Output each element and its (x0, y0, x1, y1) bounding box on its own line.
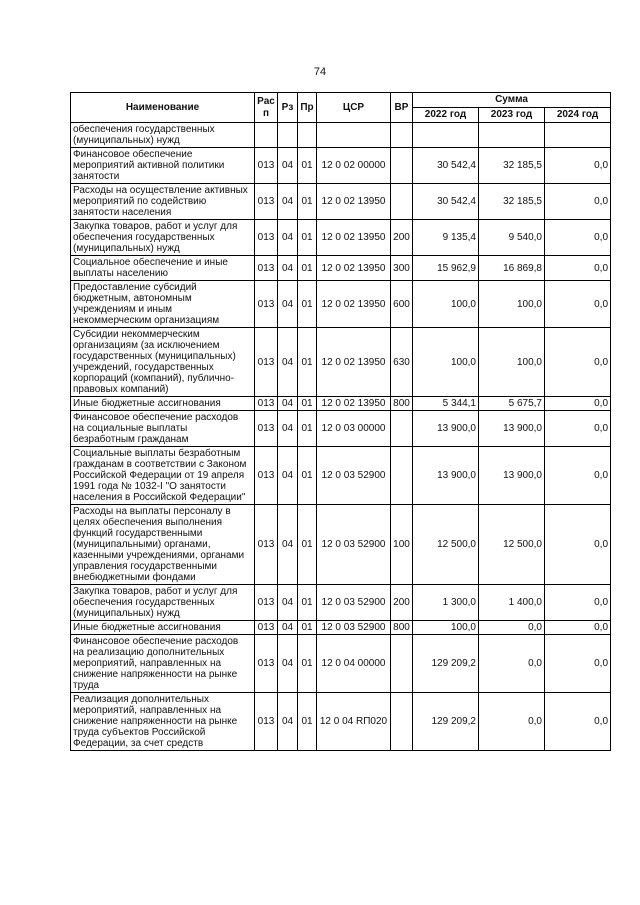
col-header-2024: 2024 год (545, 108, 611, 123)
cell-rz: 04 (278, 281, 298, 328)
table-row (71, 256, 611, 281)
cell-rz: 04 (278, 585, 298, 621)
cell-pr: 01 (298, 184, 317, 220)
cell-rasp (255, 123, 278, 148)
cell-rasp: 013 (255, 635, 278, 693)
cell-y2024: 0,0 (545, 256, 611, 281)
cell-name: Закупка товаров, работ и услуг для обеспечения государственных (муниципальных) нужд (71, 220, 255, 256)
cell-csr (317, 123, 391, 148)
col-header-rasp: Рас п (255, 93, 278, 123)
cell-name: Закупка товаров, работ и услуг для обеспечения государственных (муниципальных) нужд (71, 585, 255, 621)
cell-y2023: 0,0 (479, 693, 545, 751)
cell-name: Финансовое обеспечение мероприятий активной политики занятости (71, 148, 255, 184)
cell-y2024: 0,0 (545, 397, 611, 411)
col-header-vr: ВР (391, 93, 413, 123)
cell-csr: 12 0 02 13950 (317, 220, 391, 256)
cell-vr (391, 447, 413, 505)
cell-y2024: 0,0 (545, 693, 611, 751)
cell-name: Иные бюджетные ассигнования (71, 397, 255, 411)
cell-y2024: 0,0 (545, 281, 611, 328)
budget-table (70, 92, 611, 751)
table-row (71, 184, 611, 220)
cell-y2024: 0,0 (545, 635, 611, 693)
cell-rasp: 013 (255, 148, 278, 184)
cell-pr: 01 (298, 411, 317, 447)
col-header-rz: Рз (278, 93, 298, 123)
cell-y2023: 0,0 (479, 621, 545, 635)
cell-csr: 12 0 04 RП020 (317, 693, 391, 751)
cell-y2022: 100,0 (413, 621, 479, 635)
cell-pr: 01 (298, 328, 317, 397)
cell-y2022: 100,0 (413, 328, 479, 397)
table-row (71, 328, 611, 397)
cell-rasp: 013 (255, 397, 278, 411)
cell-csr: 12 0 03 52900 (317, 505, 391, 585)
cell-y2024: 0,0 (545, 505, 611, 585)
cell-y2022: 9 135,4 (413, 220, 479, 256)
cell-pr: 01 (298, 505, 317, 585)
table-row (71, 281, 611, 328)
cell-rasp: 013 (255, 256, 278, 281)
cell-rz: 04 (278, 220, 298, 256)
cell-y2023: 0,0 (479, 635, 545, 693)
col-header-2023: 2023 год (479, 108, 545, 123)
cell-vr: 800 (391, 621, 413, 635)
cell-rz: 04 (278, 693, 298, 751)
cell-rz: 04 (278, 184, 298, 220)
cell-csr: 12 0 02 13950 (317, 328, 391, 397)
cell-rz: 04 (278, 256, 298, 281)
cell-y2024: 0,0 (545, 148, 611, 184)
table-row (71, 123, 611, 148)
table-row (71, 693, 611, 751)
table-row (71, 585, 611, 621)
cell-csr: 12 0 02 00000 (317, 148, 391, 184)
cell-name: Социальное обеспечение и иные выплаты населению (71, 256, 255, 281)
cell-y2023: 5 675,7 (479, 397, 545, 411)
cell-name: Расходы на осуществление активных мероприятий по содействию занятости населения (71, 184, 255, 220)
cell-pr: 01 (298, 397, 317, 411)
cell-name: Финансовое обеспечение расходов на реализацию дополнительных мероприятий, направленных на снижение напряженности на рынке труда (71, 635, 255, 693)
table-body (71, 123, 611, 751)
cell-rasp: 013 (255, 220, 278, 256)
cell-pr: 01 (298, 621, 317, 635)
cell-y2022: 15 962,9 (413, 256, 479, 281)
col-header-csr: ЦСР (317, 93, 391, 123)
table-header (71, 93, 611, 123)
table-row (71, 505, 611, 585)
cell-y2024: 0,0 (545, 621, 611, 635)
cell-pr: 01 (298, 693, 317, 751)
cell-vr (391, 411, 413, 447)
cell-rz: 04 (278, 505, 298, 585)
cell-vr: 600 (391, 281, 413, 328)
table-row (71, 447, 611, 505)
table-row (71, 411, 611, 447)
cell-rasp: 013 (255, 621, 278, 635)
cell-rasp: 013 (255, 693, 278, 751)
cell-rz: 04 (278, 328, 298, 397)
cell-csr: 12 0 02 13950 (317, 281, 391, 328)
cell-pr: 01 (298, 447, 317, 505)
cell-vr (391, 148, 413, 184)
col-header-pr: Пр (298, 93, 317, 123)
cell-rz (278, 123, 298, 148)
cell-y2023: 32 185,5 (479, 184, 545, 220)
cell-vr: 800 (391, 397, 413, 411)
cell-vr (391, 693, 413, 751)
cell-y2022: 5 344,1 (413, 397, 479, 411)
cell-csr: 12 0 02 13950 (317, 397, 391, 411)
cell-name: Реализация дополнительных мероприятий, направленных на снижение напряженности на рынке труда субъектов Российской Федерации, за счет средств (71, 693, 255, 751)
table-row (71, 397, 611, 411)
cell-y2022: 13 900,0 (413, 411, 479, 447)
col-header-2022: 2022 год (413, 108, 479, 123)
cell-rasp: 013 (255, 184, 278, 220)
cell-y2023: 100,0 (479, 281, 545, 328)
cell-vr (391, 184, 413, 220)
cell-rz: 04 (278, 621, 298, 635)
col-header-name: Наименование (71, 93, 255, 123)
cell-y2023: 9 540,0 (479, 220, 545, 256)
cell-csr: 12 0 02 13950 (317, 256, 391, 281)
cell-rz: 04 (278, 148, 298, 184)
table-row (71, 220, 611, 256)
cell-y2022: 30 542,4 (413, 184, 479, 220)
cell-y2023: 100,0 (479, 328, 545, 397)
col-header-sum: Сумма (413, 93, 611, 108)
cell-csr: 12 0 03 52900 (317, 447, 391, 505)
cell-pr: 01 (298, 635, 317, 693)
cell-csr: 12 0 03 52900 (317, 621, 391, 635)
cell-y2024 (545, 123, 611, 148)
cell-y2022: 100,0 (413, 281, 479, 328)
cell-rz: 04 (278, 397, 298, 411)
cell-pr: 01 (298, 256, 317, 281)
cell-name: Социальные выплаты безработным гражданам в соответствии с Законом Российской Федерации от 19 апреля 1991 года № 1032-I "О занятости населения в Российской Федерации" (71, 447, 255, 505)
cell-rz: 04 (278, 635, 298, 693)
cell-csr: 12 0 02 13950 (317, 184, 391, 220)
cell-y2023: 32 185,5 (479, 148, 545, 184)
cell-y2022: 1 300,0 (413, 585, 479, 621)
cell-vr: 300 (391, 256, 413, 281)
cell-pr (298, 123, 317, 148)
cell-pr: 01 (298, 148, 317, 184)
cell-vr: 200 (391, 220, 413, 256)
cell-vr: 100 (391, 505, 413, 585)
cell-y2022: 12 500,0 (413, 505, 479, 585)
table-row (71, 621, 611, 635)
cell-vr: 200 (391, 585, 413, 621)
cell-pr: 01 (298, 220, 317, 256)
cell-y2022 (413, 123, 479, 148)
cell-y2024: 0,0 (545, 447, 611, 505)
cell-csr: 12 0 03 00000 (317, 411, 391, 447)
cell-y2023: 16 869,8 (479, 256, 545, 281)
page-number: 74 (313, 66, 327, 78)
cell-rasp: 013 (255, 447, 278, 505)
cell-name: обеспечения государственных (муниципальных) нужд (71, 123, 255, 148)
cell-y2022: 129 209,2 (413, 693, 479, 751)
cell-y2023 (479, 123, 545, 148)
cell-y2024: 0,0 (545, 220, 611, 256)
cell-csr: 12 0 04 00000 (317, 635, 391, 693)
cell-y2023: 1 400,0 (479, 585, 545, 621)
cell-rasp: 013 (255, 505, 278, 585)
cell-rasp: 013 (255, 585, 278, 621)
cell-rz: 04 (278, 411, 298, 447)
cell-y2024: 0,0 (545, 328, 611, 397)
cell-vr (391, 635, 413, 693)
cell-name: Предоставление субсидий бюджетным, автономным учреждениям и иным некоммерческим организациям (71, 281, 255, 328)
cell-name: Расходы на выплаты персоналу в целях обеспечения выполнения функций государственными (муниципальными) органами, казенными учреждениями, органами управления государственными внебюджетными фондами (71, 505, 255, 585)
cell-pr: 01 (298, 281, 317, 328)
table-row (71, 635, 611, 693)
cell-vr: 630 (391, 328, 413, 397)
cell-name: Субсидии некоммерческим организациям (за исключением государственных (муниципальных) учреждений, государственных корпораций (компаний), публично-правовых компаний) (71, 328, 255, 397)
cell-name: Финансовое обеспечение расходов на социальные выплаты безработным гражданам (71, 411, 255, 447)
table-row (71, 148, 611, 184)
cell-y2024: 0,0 (545, 184, 611, 220)
cell-y2022: 13 900,0 (413, 447, 479, 505)
cell-vr (391, 123, 413, 148)
cell-rasp: 013 (255, 328, 278, 397)
cell-rasp: 013 (255, 411, 278, 447)
cell-pr: 01 (298, 585, 317, 621)
cell-y2022: 129 209,2 (413, 635, 479, 693)
cell-rasp: 013 (255, 281, 278, 328)
cell-y2024: 0,0 (545, 411, 611, 447)
cell-y2023: 12 500,0 (479, 505, 545, 585)
cell-y2022: 30 542,4 (413, 148, 479, 184)
cell-y2023: 13 900,0 (479, 447, 545, 505)
cell-csr: 12 0 03 52900 (317, 585, 391, 621)
cell-y2024: 0,0 (545, 585, 611, 621)
cell-name: Иные бюджетные ассигнования (71, 621, 255, 635)
cell-y2023: 13 900,0 (479, 411, 545, 447)
cell-rz: 04 (278, 447, 298, 505)
